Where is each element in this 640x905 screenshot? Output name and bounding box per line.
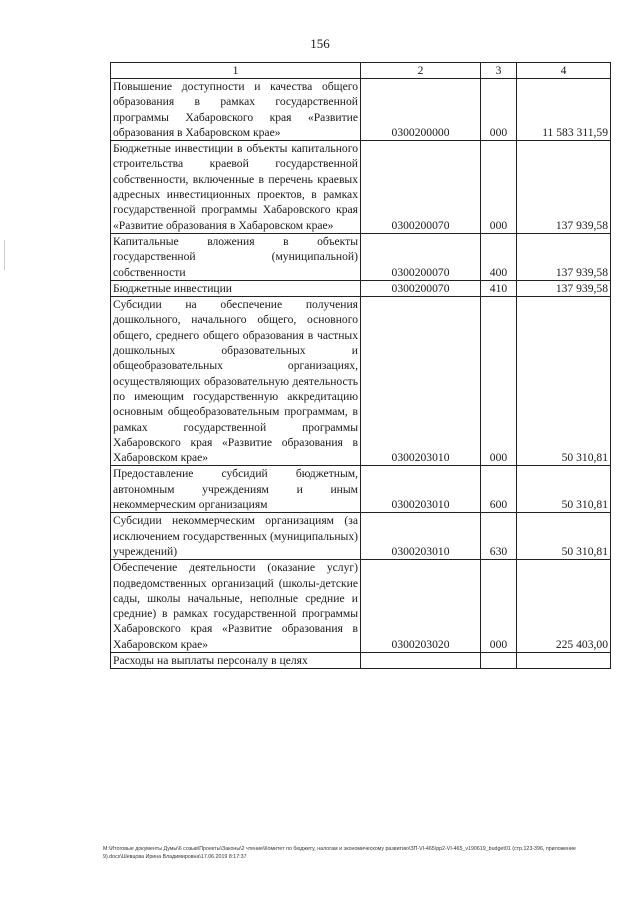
row-kind: 000 bbox=[481, 79, 517, 141]
row-name: Бюджетные инвестиции в объекты капитального строительства краевой государственной собственности, включенные в перечень краевых адресных инвестиционных проектов, в рамках государственной программы Хабаровского края «Развитие образования в Хабаровском крае» bbox=[111, 141, 361, 234]
table-row bbox=[111, 513, 611, 560]
row-amount bbox=[517, 652, 611, 668]
page-number: 156 bbox=[310, 36, 330, 51]
table-row bbox=[111, 233, 611, 280]
row-name: Бюджетные инвестиции bbox=[111, 280, 361, 296]
row-name: Обеспечение деятельности (оказание услуг) подведомственных организаций (школы-детские сады, школы начальные, неполные средние и средние) в рамках государственной программы Хабаровского края «Развитие образования в Хабаровском крае» bbox=[111, 560, 361, 653]
row-amount: 50 310,81 bbox=[517, 297, 611, 466]
row-code: 0300200000 bbox=[361, 79, 481, 141]
table-row bbox=[111, 297, 611, 466]
row-code: 0300203010 bbox=[361, 466, 481, 513]
row-name: Капитальные вложения в объекты государственной (муниципальной) собственности bbox=[111, 233, 361, 280]
table-row bbox=[111, 141, 611, 234]
table-row bbox=[111, 79, 611, 141]
row-code: 0300200070 bbox=[361, 280, 481, 296]
table-row bbox=[111, 280, 611, 296]
row-amount: 137 939,58 bbox=[517, 141, 611, 234]
row-kind: 600 bbox=[481, 466, 517, 513]
row-name: Расходы на выплаты персоналу в целях bbox=[111, 652, 361, 668]
table-row bbox=[111, 466, 611, 513]
row-code: 0300203010 bbox=[361, 297, 481, 466]
row-code: 0300200070 bbox=[361, 233, 481, 280]
row-amount: 50 310,81 bbox=[517, 466, 611, 513]
budget-table bbox=[110, 62, 611, 669]
margin-mark bbox=[4, 240, 5, 270]
table-header-row bbox=[111, 63, 611, 79]
row-code bbox=[361, 652, 481, 668]
row-kind: 410 bbox=[481, 280, 517, 296]
row-name: Субсидии на обеспечение получения дошкольного, начального общего, основного общего, среднего общего образования в частных дошкольных образовательных и общеобразовательных организациях, осуществляющих образовательную деятельность по имеющим государственную аккредитацию основным общеобразовательным программам, в рамках государственной программы Хабаровского края «Развитие образования в Хабаровском крае» bbox=[111, 297, 361, 466]
header-col-2: 2 bbox=[361, 63, 481, 79]
row-kind bbox=[481, 652, 517, 668]
row-amount: 137 939,58 bbox=[517, 280, 611, 296]
row-kind: 000 bbox=[481, 297, 517, 466]
row-code: 0300203020 bbox=[361, 560, 481, 653]
budget-table-wrapper bbox=[110, 62, 610, 669]
row-amount: 225 403,00 bbox=[517, 560, 611, 653]
row-name: Предоставление субсидий бюджетным, автономным учреждениям и иным некоммерческим организациям bbox=[111, 466, 361, 513]
row-amount: 137 939,58 bbox=[517, 233, 611, 280]
table-row bbox=[111, 560, 611, 653]
header-col-3: 3 bbox=[481, 63, 517, 79]
row-kind: 400 bbox=[481, 233, 517, 280]
row-amount: 50 310,81 bbox=[517, 513, 611, 560]
row-kind: 000 bbox=[481, 141, 517, 234]
row-name: Повышение доступности и качества общего образования в рамках государственной программы Хабаровского края «Развитие образования в Хабаровском крае» bbox=[111, 79, 361, 141]
row-code: 0300203010 bbox=[361, 513, 481, 560]
row-kind: 000 bbox=[481, 560, 517, 653]
header-col-4: 4 bbox=[517, 63, 611, 79]
row-amount: 11 583 311,59 bbox=[517, 79, 611, 141]
row-kind: 630 bbox=[481, 513, 517, 560]
document-footer-path: М:\Итоговые документы Думы\6 созыв\Проекты\Законы\2 чтение\Комитет по бюджету, налогам и экономическому развитию\ЗП-VI-465\рр2-VI-465_v190619_budget01 (стр.123-396, приложение 9).docx\Шевцова Ирина Владимировна\17.06.2019 8:17:37 bbox=[103, 846, 576, 860]
row-name: Субсидии некоммерческим организациям (за исключением государственных (муниципальных) учреждений) bbox=[111, 513, 361, 560]
table-row bbox=[111, 652, 611, 668]
row-code: 0300200070 bbox=[361, 141, 481, 234]
header-col-1: 1 bbox=[111, 63, 361, 79]
